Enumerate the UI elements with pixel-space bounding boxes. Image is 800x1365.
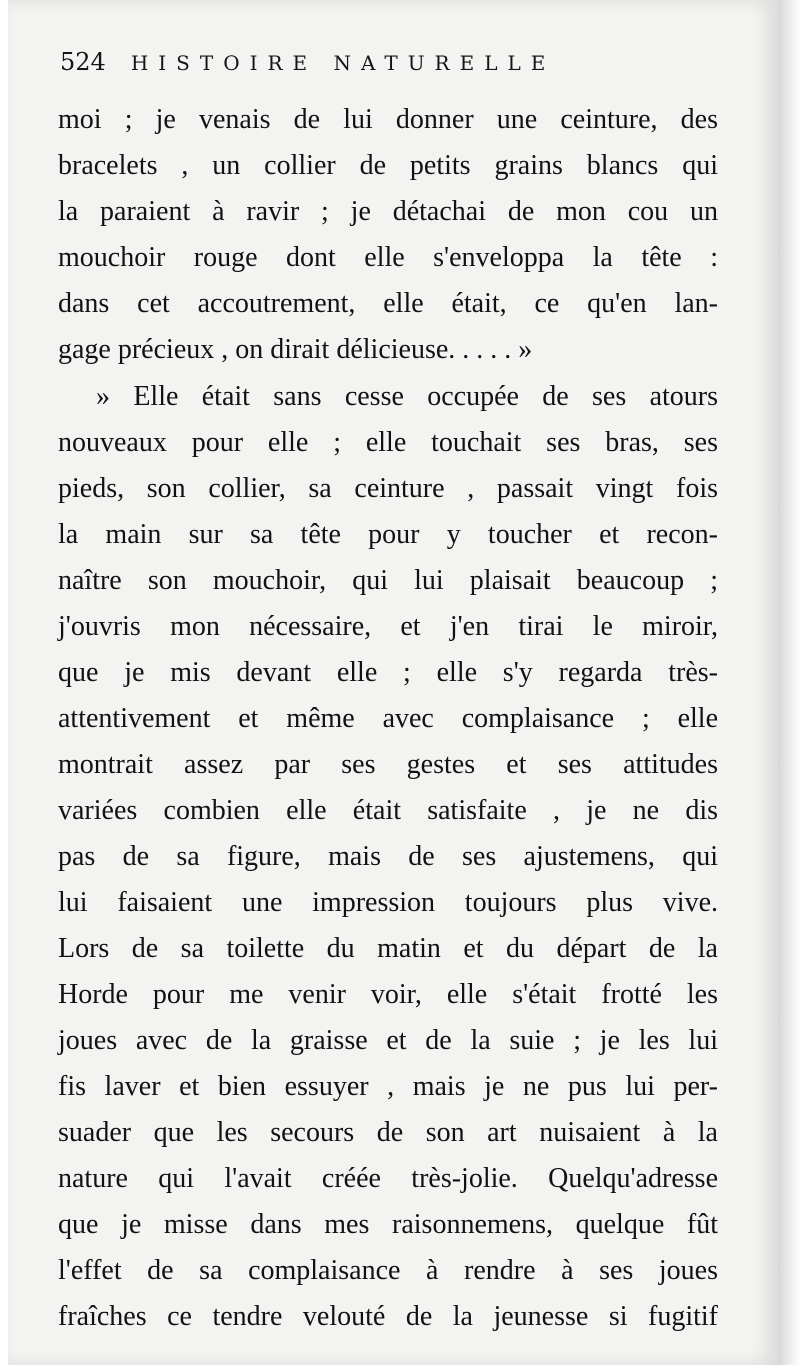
page-header [60, 48, 555, 76]
page-edge-shadow [778, 0, 800, 1365]
text-line: Horde pour me venir voir, elle s'était frotté les [58, 979, 718, 1010]
text-line: moi ; je venais de lui donner une ceinture, des [58, 104, 718, 135]
text-line: mouchoir rouge dont elle s'enveloppa la tête : [58, 242, 718, 273]
text-line: l'effet de sa complaisance à rendre à ses joues [58, 1255, 718, 1286]
text-line: nouveaux pour elle ; elle touchait ses bras, ses [58, 427, 718, 458]
text-line: bracelets , un collier de petits grains blancs qui [58, 150, 718, 181]
text-line: variées combien elle était satisfaite , je ne dis [58, 795, 718, 826]
text-line: montrait assez par ses gestes et ses attitudes [58, 749, 718, 780]
text-line: joues avec de la graisse et de la suie ; je les lui [58, 1025, 718, 1056]
text-line: fis laver et bien essuyer , mais je ne pus lui per- [58, 1071, 718, 1102]
text-line: gage précieux , on dirait délicieuse. . . . . » [58, 334, 533, 365]
page-number: 524 [60, 48, 106, 76]
text-line: j'ouvris mon nécessaire, et j'en tirai le miroir, [58, 611, 718, 642]
book-page [8, 0, 778, 1365]
text-line: naître son mouchoir, qui lui plaisait beaucoup ; [58, 565, 718, 596]
text-line: que je misse dans mes raisonnemens, quelque fût [58, 1209, 718, 1240]
text-line: fraîches ce tendre velouté de la jeunesse si fugitif [58, 1301, 718, 1332]
text-line: suader que les secours de son art nuisaient à la [58, 1117, 718, 1148]
running-head: HISTOIRE NATURELLE [130, 51, 556, 75]
text-line: pieds, son collier, sa ceinture , passait vingt fois [58, 473, 718, 504]
text-line: que je mis devant elle ; elle s'y regarda très- [58, 657, 718, 688]
text-line: lui faisaient une impression toujours plus vive. [58, 887, 718, 918]
text-line: pas de sa figure, mais de ses ajustemens, qui [58, 841, 718, 872]
text-line: attentivement et même avec complaisance ; elle [58, 703, 718, 734]
paragraph-start-line: » Elle était sans cesse occupée de ses atours [96, 381, 718, 412]
text-line: nature qui l'avait créée très-jolie. Quelqu'adresse [58, 1163, 718, 1194]
text-line: la paraient à ravir ; je détachai de mon cou un [58, 196, 718, 227]
text-line: Lors de sa toilette du matin et du départ de la [58, 933, 718, 964]
text-line: dans cet accoutrement, elle était, ce qu'en lan- [58, 288, 718, 319]
text-line: la main sur sa tête pour y toucher et recon- [58, 519, 718, 550]
